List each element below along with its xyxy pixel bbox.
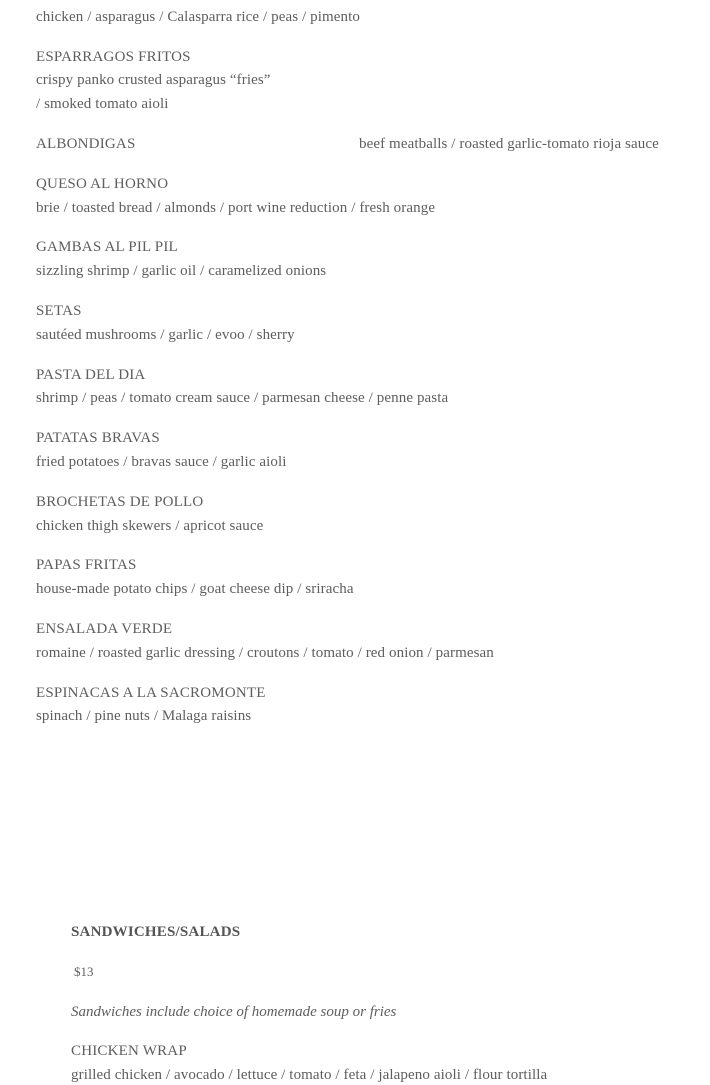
dish-description: grilled chicken / avocado / lettuce / tomato / feta / jalapeno aioli / flour tortilla [71, 1067, 548, 1083]
dish-name: CHICKEN WRAP [71, 1043, 187, 1059]
dish-description: chicken / asparagus / Calasparra rice / peas / pimento [36, 9, 361, 25]
dish-name: PAPAS FRITAS [36, 557, 137, 573]
dish-name: ESPINACAS A LA SACROMONTE [36, 685, 266, 701]
dish-description: spinach / pine nuts / Malaga raisins [36, 708, 252, 724]
dish-description: fried potatoes / bravas sauce / garlic aioli [36, 454, 287, 470]
dish-description: sizzling shrimp / garlic oil / caramelized onions [36, 263, 327, 279]
dish-description: beef meatballs / roasted garlic-tomato rioja sauce [359, 136, 659, 152]
section-price: $13 [74, 964, 94, 979]
dish-description: house-made potato chips / goat cheese dip / sriracha [36, 581, 354, 597]
dish-name: QUESO AL HORNO [36, 176, 169, 192]
dish-name: SETAS [36, 303, 82, 319]
dish-description: chicken thigh skewers / apricot sauce [36, 518, 264, 534]
dish-name: GAMBAS AL PIL PIL [36, 239, 178, 255]
dish-name: PATATAS BRAVAS [36, 430, 160, 446]
dish-description: sautéed mushrooms / garlic / evoo / sherry [36, 327, 295, 343]
dish-description: / smoked tomato aioli [36, 96, 169, 112]
dish-name: PASTA DEL DIA [36, 367, 146, 383]
section-note: Sandwiches include choice of homemade soup or fries [71, 1004, 397, 1020]
dish-description: romaine / roasted garlic dressing / croutons / tomato / red onion / parmesan [36, 645, 494, 661]
dish-name: BROCHETAS DE POLLO [36, 494, 204, 510]
dish-name: ESPARRAGOS FRITOS [36, 49, 191, 65]
dish-name: ENSALADA VERDE [36, 621, 173, 637]
dish-description: shrimp / peas / tomato cream sauce / parmesan cheese / penne pasta [36, 390, 449, 406]
dish-name: ALBONDIGAS [36, 136, 136, 152]
dish-description: brie / toasted bread / almonds / port wine reduction / fresh orange [36, 200, 436, 216]
section-title: SANDWICHES/SALADS [71, 924, 241, 940]
dish-description: crispy panko crusted asparagus “fries” [36, 72, 271, 88]
